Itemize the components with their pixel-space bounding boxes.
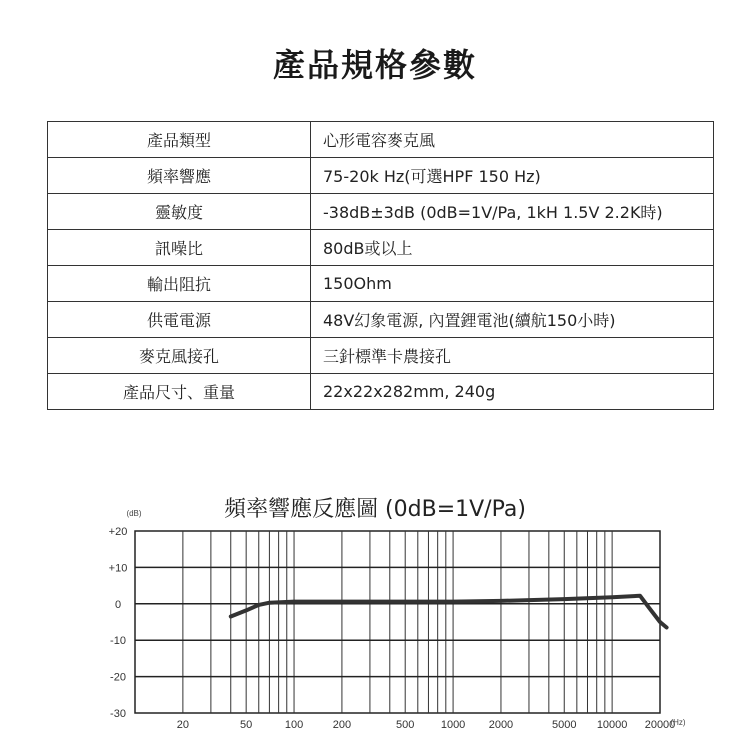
spec-row — [48, 158, 714, 194]
y-tick-label: +20 — [108, 526, 128, 538]
x-tick-label: 1000 — [440, 719, 466, 731]
spec-value: 22x22x282mm, 240g — [311, 374, 714, 410]
spec-value: 150Ohm — [311, 266, 714, 302]
spec-value: -38dB±3dB (0dB=1V/Pa, 1kH 1.5V 2.2K時) — [311, 194, 714, 230]
page-title: 產品規格參數 — [272, 46, 477, 84]
x-tick-label: 2000 — [488, 719, 514, 731]
spec-row — [48, 338, 714, 374]
y-tick-label: 0 — [114, 598, 122, 611]
spec-value: 48V幻象電源, 內置鋰電池(續航150小時) — [311, 302, 714, 338]
spec-label: 供電電源 — [48, 302, 311, 338]
y-tick-label: -30 — [110, 708, 126, 720]
x-tick-label: 20 — [176, 719, 190, 731]
spec-label: 訊噪比 — [48, 230, 311, 266]
spec-value: 80dB或以上 — [311, 230, 714, 266]
spec-label: 產品尺寸、重量 — [48, 374, 311, 410]
y-tick-label: -10 — [110, 635, 126, 648]
x-tick-label: 500 — [396, 719, 415, 731]
x-tick-label: 5000 — [552, 719, 577, 731]
x-tick-label: 200 — [332, 719, 352, 731]
spec-label: 產品類型 — [48, 122, 311, 158]
spec-table — [47, 121, 714, 410]
x-tick-label: 10000 — [596, 719, 628, 731]
frequency-response-chart — [0, 480, 750, 752]
spec-label: 麥克風接孔 — [48, 338, 311, 374]
spec-label: 輸出阻抗 — [48, 266, 311, 302]
x-axis-unit: (Hz) — [670, 718, 686, 727]
spec-row — [48, 302, 714, 338]
spec-value: 心形電容麥克風 — [311, 122, 714, 158]
x-tick-label: 100 — [284, 719, 304, 731]
spec-label: 頻率響應 — [48, 158, 311, 194]
y-tick-label: +10 — [108, 562, 128, 575]
spec-row — [48, 230, 714, 266]
x-tick-label: 20000 — [644, 719, 676, 731]
response-curve — [231, 596, 667, 628]
chart-title: 頻率響應反應圖 (0dB=1V/Pa) — [224, 497, 526, 522]
spec-label: 靈敏度 — [48, 194, 311, 230]
spec-value: 75-20k Hz(可選HPF 150 Hz) — [311, 158, 714, 194]
y-tick-label: -20 — [110, 671, 126, 684]
spec-row — [48, 122, 714, 158]
spec-row — [48, 194, 714, 230]
y-axis-unit: (dB) — [126, 509, 142, 518]
plot-frame — [135, 531, 660, 713]
spec-row — [48, 374, 714, 410]
spec-value: 三針標準卡農接孔 — [311, 338, 714, 374]
x-tick-label: 50 — [240, 719, 253, 731]
spec-row — [48, 266, 714, 302]
